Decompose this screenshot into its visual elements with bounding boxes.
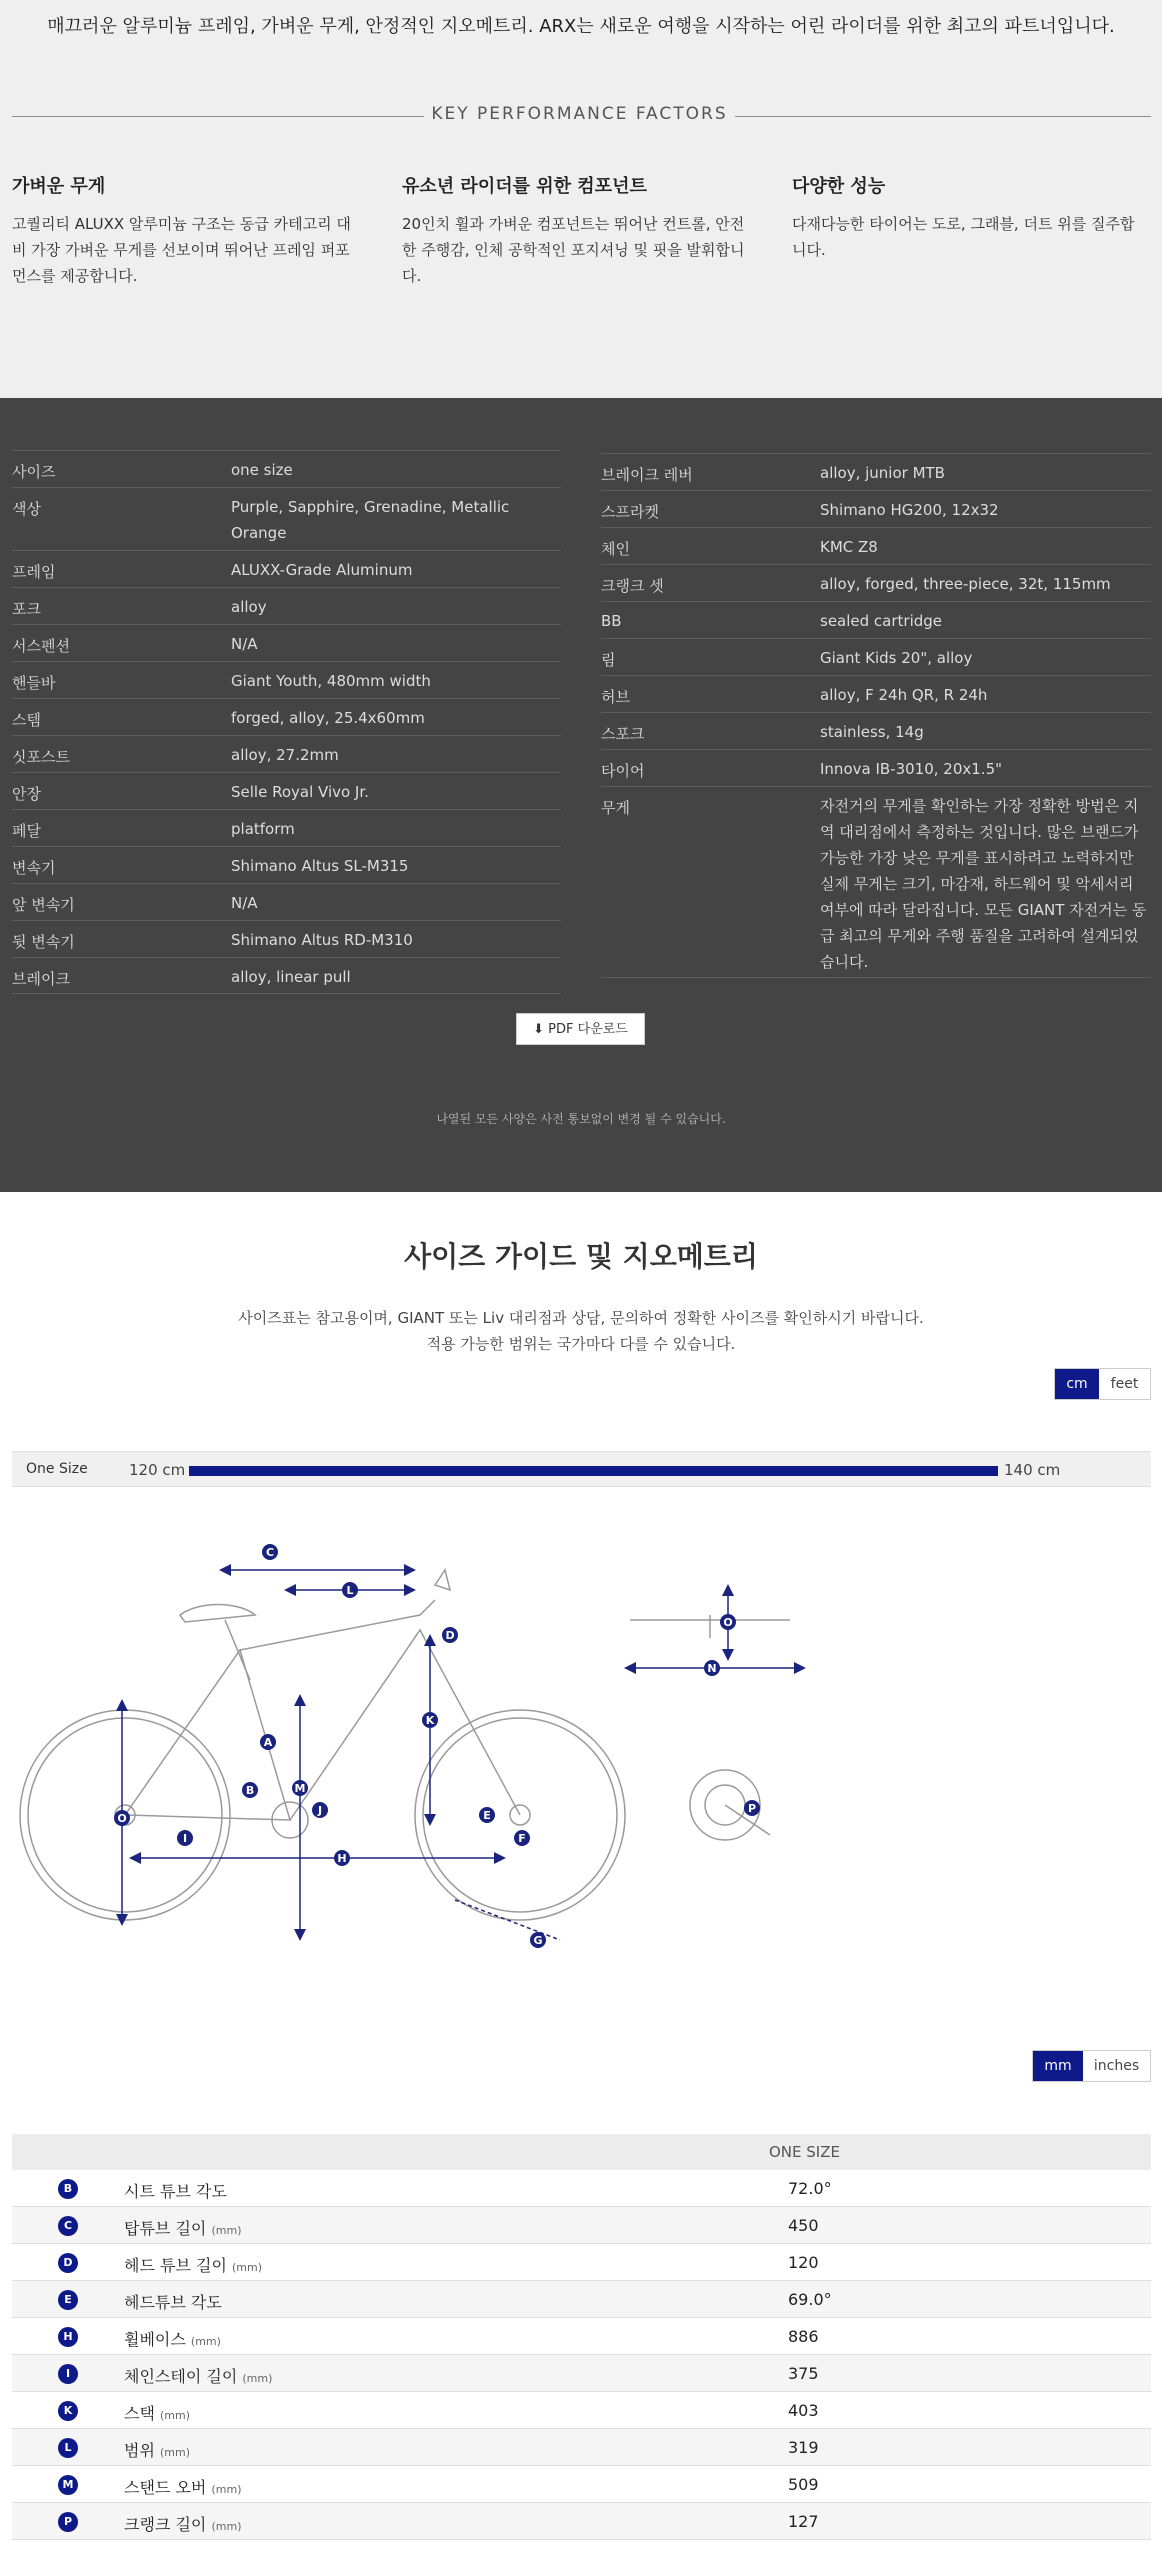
spec-value: ALUXX-Grade Aluminum (231, 561, 413, 579)
feature-title: 다양한 성능 (792, 176, 886, 197)
geometry-value: 403 (788, 2401, 819, 2420)
spec-key: 스프라켓 (601, 503, 659, 521)
spec-key: 무게 (601, 799, 630, 817)
geometry-label (124, 2475, 241, 2498)
geometry-label-text: 시트 튜브 각도 (124, 2182, 227, 2201)
feature-text: 20인치 휠과 가벼운 컴포넌트는 뛰어난 컨트롤, 안전한 주행감, 인체 공학적인 포지셔닝 및 핏을 발휘합니다. (402, 215, 745, 285)
dimension-lines (122, 1570, 800, 1940)
spec-row (601, 675, 1151, 712)
geometry-label-text: 헤드 튜브 길이 (124, 2256, 227, 2275)
geometry-label-text: 체인스테이 길이 (124, 2367, 238, 2386)
svg-text:G: G (533, 1934, 543, 1947)
unit-cm-button[interactable]: cm (1055, 1369, 1099, 1399)
spec-row (601, 712, 1151, 749)
geometry-row (12, 2281, 1151, 2318)
spec-key: 핸들바 (12, 674, 56, 692)
divider-left (12, 116, 424, 117)
spec-row (601, 786, 1151, 978)
feature-title: 유소년 라이더를 위한 컴포넌트 (402, 176, 647, 197)
geometry-row (12, 2355, 1151, 2392)
divider-right (735, 116, 1151, 117)
geometry-unit-toggle (1032, 2050, 1151, 2082)
geometry-unit: (mm) (211, 2520, 242, 2533)
spec-row (12, 846, 561, 883)
geometry-label-text: 스택 (124, 2404, 155, 2423)
spec-value: Shimano HG200, 12x32 (820, 501, 999, 519)
geometry-label (124, 2290, 222, 2313)
svg-text:E: E (483, 1809, 491, 1822)
geometry-unit: (mm) (160, 2446, 191, 2459)
size-guide-note-2: 적용 가능한 범위는 국가마다 다를 수 있습니다. (426, 1335, 736, 1353)
spec-key: 변속기 (12, 859, 56, 877)
feature-title: 가벼운 무게 (12, 176, 106, 197)
spec-row (601, 527, 1151, 564)
spec-value: Purple, Sapphire, Grenadine, Metallic Orange (231, 498, 510, 542)
spec-row (12, 661, 561, 698)
spec-value: platform (231, 820, 295, 838)
download-icon: ⬇ (533, 1022, 545, 1037)
spec-row (12, 883, 561, 920)
geometry-table-header (12, 2134, 1151, 2170)
geometry-label (124, 2364, 272, 2387)
svg-text:N: N (707, 1662, 717, 1675)
spec-key: 서스펜션 (12, 637, 70, 655)
spec-row (12, 809, 561, 846)
specs-section (0, 398, 1162, 1192)
geometry-unit: (mm) (211, 2483, 242, 2496)
spec-key: 포크 (12, 600, 41, 618)
geometry-value: 886 (788, 2327, 819, 2346)
pdf-download-label: PDF 다운로드 (548, 1022, 628, 1037)
geometry-label-text: 탑튜브 길이 (124, 2219, 207, 2238)
spec-key: 림 (601, 651, 616, 669)
size-guide-title: 사이즈 가이드 및 지오메트리 (404, 1240, 758, 1273)
spec-row (12, 450, 561, 487)
spec-value: alloy, junior MTB (820, 464, 945, 482)
spec-value: Giant Youth, 480mm width (231, 672, 431, 690)
spec-row (12, 920, 561, 957)
feature-3 (792, 172, 1142, 263)
spec-value: stainless, 14g (820, 723, 924, 741)
size-guide-note (0, 1305, 1162, 1357)
spec-key: 크랭크 셋 (601, 577, 664, 595)
spec-key: 브레이크 레버 (601, 466, 693, 484)
svg-text:J: J (317, 1804, 323, 1817)
size-range-row (12, 1451, 1151, 1487)
geometry-label (124, 2438, 190, 2461)
geometry-marker-badge: L (58, 2438, 78, 2458)
spec-value: KMC Z8 (820, 538, 878, 556)
intro-text: 매끄러운 알루미늄 프레임, 가벼운 무게, 안정적인 지오메트리. ARX는 새로운 여행을 시작하는 어린 라이더를 위한 최고의 파트너입니다. (47, 16, 1115, 37)
geometry-label (124, 2327, 221, 2350)
spec-value: alloy, F 24h QR, R 24h (820, 686, 988, 704)
geometry-row (12, 2207, 1151, 2244)
spec-value: sealed cartridge (820, 612, 943, 630)
svg-text:M: M (294, 1782, 306, 1795)
spec-value: one size (231, 461, 293, 479)
spec-row (601, 564, 1151, 601)
geometry-unit: (mm) (232, 2261, 263, 2274)
feature-1 (12, 172, 362, 289)
geometry-label-text: 범위 (124, 2441, 155, 2460)
spec-key: 허브 (601, 688, 630, 706)
spec-row (12, 772, 561, 809)
spec-key: 색상 (12, 500, 41, 518)
svg-text:H: H (337, 1852, 347, 1865)
column-one-size: ONE SIZE (769, 2143, 840, 2161)
geometry-unit: (mm) (211, 2224, 242, 2237)
geometry-value: 319 (788, 2438, 819, 2457)
spec-key: 프레임 (12, 563, 56, 581)
unit-mm-button[interactable]: mm (1033, 2051, 1083, 2081)
spec-key: 페달 (12, 822, 41, 840)
spec-row (12, 735, 561, 772)
spec-key: 싯포스트 (12, 748, 70, 766)
svg-text:K: K (425, 1714, 435, 1727)
svg-text:A: A (263, 1736, 273, 1749)
spec-row (12, 624, 561, 661)
spec-row (601, 749, 1151, 786)
spec-disclaimer: 나열된 모든 사양은 사전 통보없이 변경 될 수 있습니다. (436, 1112, 726, 1126)
spec-value: alloy (231, 598, 267, 616)
geometry-row (12, 2170, 1151, 2207)
svg-text:I: I (182, 1832, 188, 1845)
geometry-row (12, 2244, 1151, 2281)
size-guide-note-1: 사이즈표는 참고용이며, GIANT 또는 Liv 대리점과 상담, 문의하여 정확한 사이즈를 확인하시기 바랍니다. (238, 1309, 924, 1327)
svg-text:F: F (518, 1832, 526, 1845)
geometry-marker-badge: D (58, 2253, 78, 2273)
spec-value: N/A (231, 894, 258, 912)
spec-value: alloy, linear pull (231, 968, 351, 986)
geometry-label-text: 크랭크 길이 (124, 2515, 207, 2534)
spec-key: 사이즈 (12, 463, 56, 481)
svg-text:P: P (747, 1802, 757, 1815)
geometry-label (124, 2512, 241, 2535)
spec-row (601, 453, 1151, 490)
geometry-label (124, 2253, 262, 2276)
geometry-value: 72.0° (788, 2179, 832, 2198)
spec-row (12, 587, 561, 624)
spec-value: Giant Kids 20", alloy (820, 649, 973, 667)
size-max: 140 cm (1004, 1461, 1061, 1479)
geometry-label (124, 2401, 190, 2424)
spec-key: 스포크 (601, 725, 645, 743)
geometry-label-text: 휠베이스 (124, 2330, 186, 2349)
geometry-label (124, 2179, 227, 2202)
geometry-value: 509 (788, 2475, 819, 2494)
geometry-row (12, 2318, 1151, 2355)
geometry-marker-badge: B (58, 2179, 78, 2199)
feature-2 (402, 172, 752, 289)
spec-value: Innova IB-3010, 20x1.5" (820, 760, 1003, 778)
geometry-label (124, 2216, 241, 2239)
size-label: One Size (26, 1461, 88, 1477)
geometry-marker-badge: K (58, 2401, 78, 2421)
spec-row (601, 601, 1151, 638)
spec-key: 스템 (12, 711, 41, 729)
spec-row (601, 490, 1151, 527)
svg-text:L: L (346, 1584, 354, 1597)
geometry-unit: (mm) (242, 2372, 273, 2385)
spec-row (601, 638, 1151, 675)
geometry-row (12, 2392, 1151, 2429)
geometry-marker-badge: P (58, 2512, 78, 2532)
spec-key: 타이어 (601, 762, 645, 780)
feature-text: 다재다능한 타이어는 도로, 그래블, 더트 위를 질주합니다. (792, 215, 1135, 259)
geometry-row (12, 2503, 1151, 2540)
performance-section (0, 0, 1162, 398)
pdf-download-button[interactable] (516, 1013, 645, 1045)
geometry-diagram (0, 1520, 1162, 1980)
geometry-marker-badge: C (58, 2216, 78, 2236)
svg-text:O: O (723, 1616, 733, 1629)
spec-value: alloy, 27.2mm (231, 746, 339, 764)
geometry-value: 375 (788, 2364, 819, 2383)
spec-row (12, 550, 561, 587)
geometry-label-text: 헤드튜브 각도 (124, 2293, 222, 2312)
height-unit-toggle (1054, 1368, 1151, 1400)
spec-value: Selle Royal Vivo Jr. (231, 783, 369, 801)
geometry-marker-badge: H (58, 2327, 78, 2347)
spec-row (12, 698, 561, 735)
geometry-unit: (mm) (190, 2335, 221, 2348)
spec-value: Shimano Altus SL-M315 (231, 857, 409, 875)
spec-value: forged, alloy, 25.4x60mm (231, 709, 425, 727)
bike-outline (0, 1520, 790, 1920)
spec-value: Shimano Altus RD-M310 (231, 931, 413, 949)
spec-key: 앞 변속기 (12, 896, 75, 914)
geometry-value: 450 (788, 2216, 819, 2235)
svg-text:B: B (245, 1784, 255, 1797)
unit-inches-button[interactable]: inches (1093, 2058, 1140, 2074)
svg-text:C: C (265, 1546, 275, 1559)
geometry-value: 69.0° (788, 2290, 832, 2309)
spec-key: BB (601, 612, 622, 630)
size-range-bar (189, 1466, 998, 1476)
unit-feet-button[interactable]: feet (1110, 1376, 1139, 1392)
svg-text:D: D (445, 1629, 455, 1642)
geometry-row (12, 2466, 1151, 2503)
spec-key: 안장 (12, 785, 41, 803)
spec-value: alloy, forged, three-piece, 32t, 115mm (820, 575, 1111, 593)
spec-value: N/A (231, 635, 258, 653)
geometry-marker-badge: E (58, 2290, 78, 2310)
spec-key: 뒷 변속기 (12, 933, 75, 951)
geometry-row (12, 2429, 1151, 2466)
spec-row (12, 957, 561, 994)
spec-row (12, 487, 561, 550)
spec-key: 브레이크 (12, 970, 70, 988)
spec-value: 자전거의 무게를 확인하는 가장 정확한 방법은 지역 대리점에서 측정하는 것입니다. 많은 브랜드가 가능한 가장 낮은 무게를 표시하려고 노력하지만 실제 무게는 크기, 마감재, 하드웨어 및 악세서리 여부에 따라 달라집니다. 모든 GIANT 자전거는 동급 최고의 무게와 주행 품질을 고려하여 설계되었습니다. (820, 797, 1147, 971)
geometry-label-text: 스탠드 오버 (124, 2478, 207, 2497)
geometry-value: 120 (788, 2253, 819, 2272)
spec-key: 체인 (601, 540, 630, 558)
size-min: 120 cm (129, 1461, 186, 1479)
geometry-marker-badge: I (58, 2364, 78, 2384)
geometry-unit: (mm) (160, 2409, 191, 2422)
geometry-marker-badge: M (58, 2475, 78, 2495)
svg-text:O: O (117, 1812, 127, 1825)
feature-text: 고퀄리티 ALUXX 알루미늄 구조는 동급 카테고리 대비 가장 가벼운 무게를 선보이며 뛰어난 프레임 퍼포먼스를 제공합니다. (12, 215, 351, 285)
kpf-heading: KEY PERFORMANCE FACTORS (431, 104, 728, 124)
geometry-value: 127 (788, 2512, 819, 2531)
